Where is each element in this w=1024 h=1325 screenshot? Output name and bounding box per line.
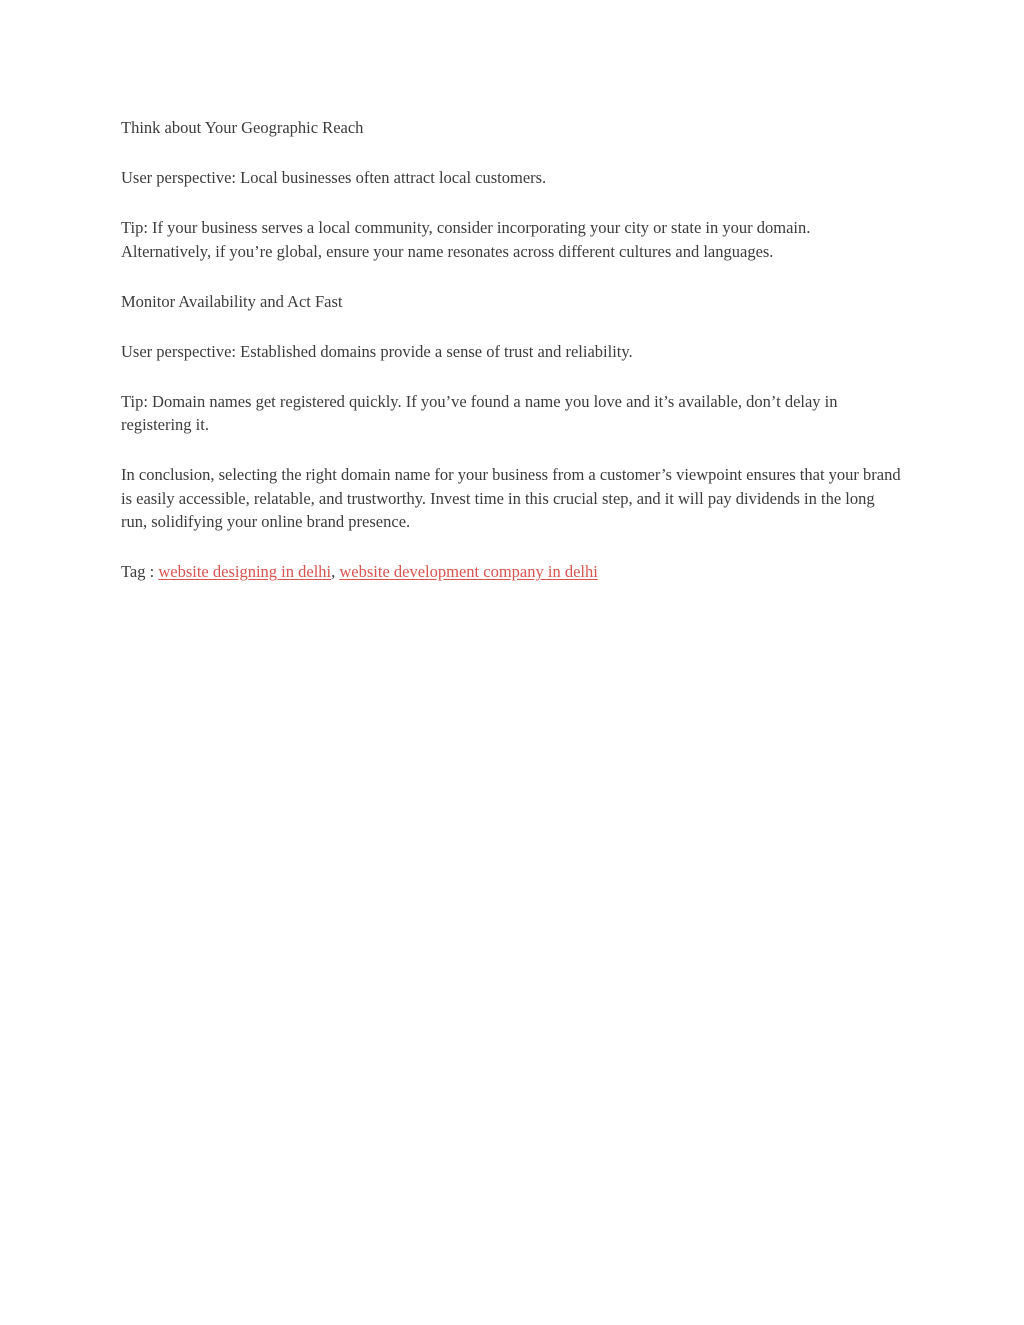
section-heading-geographic-reach: Think about Your Geographic Reach: [121, 118, 364, 137]
tag-line: [121, 560, 901, 584]
user-perspective-paragraph: User perspective: Established domains provide a sense of trust and reliability.: [121, 341, 633, 361]
tip-paragraph: Tip: If your business serves a local community, consider incorporating your city or state in your domain. Alternatively, if you’re global, ensure your name resonates across different cultures and languages.: [121, 218, 811, 261]
tag-separator: ,: [331, 562, 340, 581]
user-perspective-paragraph: User perspective: Local businesses often attract local customers.: [121, 168, 547, 187]
tag-link-website-designing[interactable]: website designing in delhi: [158, 562, 332, 581]
conclusion-paragraph: In conclusion, selecting the right domain name for your business from a customer’s viewpoint ensures that your brand is easily accessible, relatable, and trustworthy. Invest time in this crucial step, and it will pay dividends in the long run, solidifying your online brand presence.: [121, 465, 901, 531]
section-heading-monitor-availability: Monitor Availability and Act Fast: [121, 291, 343, 311]
tip-paragraph: Tip: Domain names get registered quickly. If you’ve found a name you love and it’s available, don’t delay in registering it.: [121, 391, 838, 434]
tag-link-website-development[interactable]: website development company in delhi: [339, 562, 598, 581]
tag-label: Tag :: [121, 562, 159, 581]
document-body: [121, 116, 901, 584]
